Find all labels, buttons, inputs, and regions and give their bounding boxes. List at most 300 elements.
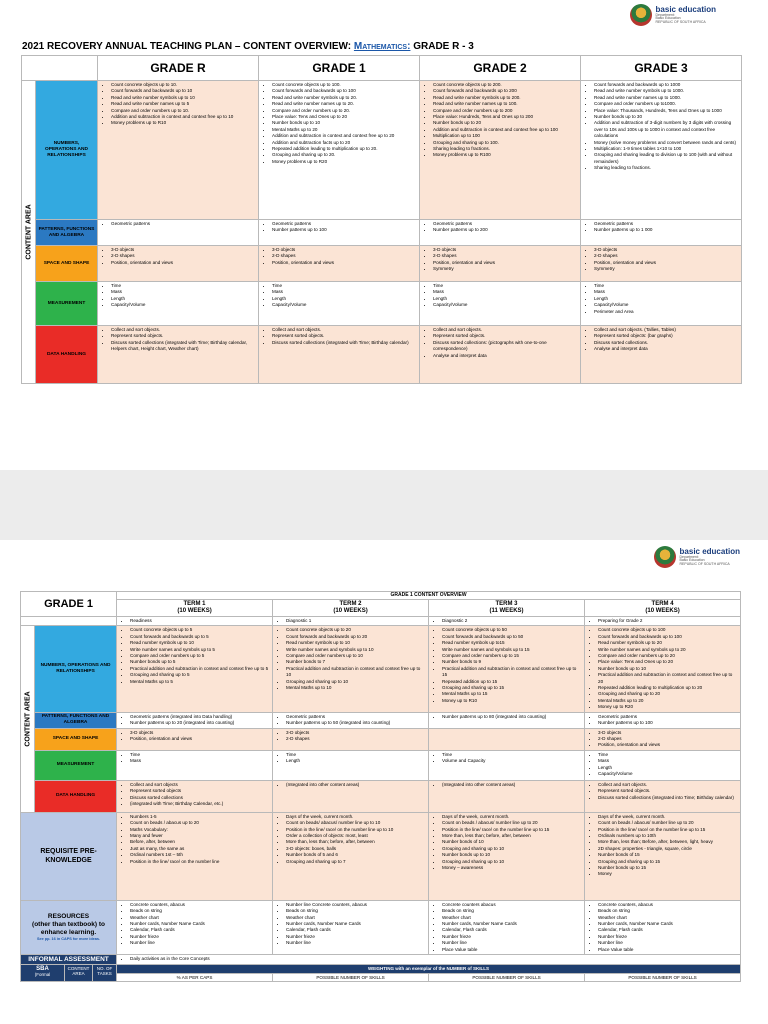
bullet-item: • Geometric patterns bbox=[111, 221, 256, 227]
sba-label: SBA (Formal bbox=[21, 964, 65, 981]
row-label: DATA HANDLING bbox=[35, 780, 117, 812]
bullet-item: • Number patterns up to 200 bbox=[433, 227, 578, 233]
bullet-item: • Perimeter and Area bbox=[594, 309, 739, 315]
bullet-item: • 2-D shapes bbox=[433, 253, 578, 259]
sba-skills: POSSIBLE NUMBER OF SKILLS bbox=[273, 973, 429, 981]
bullet-item: • Count on beads / abacus/ number line up to 20 bbox=[598, 820, 738, 826]
bullet-item: • Concrete counters abacus bbox=[442, 902, 582, 908]
bullet-item: • Days of the week, current month. bbox=[286, 814, 426, 820]
bullet-item: • Weather chart bbox=[598, 915, 738, 921]
intro-cell: • Diagnostic 1 bbox=[273, 617, 429, 626]
content-cell bbox=[259, 282, 420, 326]
bullet-item: • Length bbox=[433, 296, 578, 302]
grade-header: GRADE 1 bbox=[259, 56, 420, 81]
logo-name: basic education bbox=[655, 4, 716, 14]
bullet-item: • Represent sorted objects. bbox=[598, 788, 738, 794]
bullet-item: • Weather chart bbox=[130, 915, 270, 921]
bullet-item: • Beads on string bbox=[130, 908, 270, 914]
bullet-item: • Read and write number symbols up to 200. bbox=[433, 95, 578, 101]
grade-header: GRADE 3 bbox=[581, 56, 742, 81]
bullet-item: • 3-D objects bbox=[433, 247, 578, 253]
bullet-item: • Compare and order numbers up to 10. bbox=[111, 108, 256, 114]
bullet-item: • Represent sorted objects: (bar graphs) bbox=[594, 333, 739, 339]
bullet-item: • Addition and subtraction facts up to 20 bbox=[272, 140, 417, 146]
bullet-item: • Number bonds to 9 bbox=[442, 659, 582, 665]
informal-assessment-label: INFORMAL ASSESSMENT bbox=[21, 954, 117, 964]
bullet-item: • Read number symbols up to 20 bbox=[598, 640, 738, 646]
content-cell bbox=[273, 750, 429, 780]
requisite-cell bbox=[429, 812, 585, 900]
bullet-item: • Geometric patterns (integrated into Data handling) bbox=[130, 714, 270, 720]
bullet-item: • Place value: Hundreds, Tens and Ones up to 200 bbox=[433, 114, 578, 120]
bullet-item: • Number frieze bbox=[598, 934, 738, 940]
bullet-item: • Number bonds up to 10 bbox=[442, 852, 582, 858]
bullet-item: • Number bonds up to 10 bbox=[272, 120, 417, 126]
row-label: PATTERNS, FUNCTIONS AND ALGEBRA bbox=[35, 712, 117, 728]
bullet-item: • Addition and subtraction in context and context free up to 20 bbox=[272, 133, 417, 139]
grade-header: GRADE 2 bbox=[420, 56, 581, 81]
requisite-cell bbox=[273, 812, 429, 900]
bullet-item: • Count concrete objects up to 100 bbox=[598, 627, 738, 633]
bullet-item: • Repeated addition leading to multiplication up to 20 bbox=[598, 685, 738, 691]
content-cell bbox=[117, 626, 273, 712]
bullet-item: • Calendar, Flash cards bbox=[286, 927, 426, 933]
row-label: PATTERNS, FUNCTIONS AND ALGEBRA bbox=[36, 220, 98, 246]
bullet-item: • Geometric patterns bbox=[598, 714, 738, 720]
content-cell bbox=[259, 246, 420, 282]
content-cell bbox=[98, 326, 259, 384]
overview-title: GRADE 1 CONTENT OVERVIEW bbox=[117, 592, 741, 600]
row-label: SPACE AND SHAPE bbox=[36, 246, 98, 282]
bullet-item: • Repeated addition leading to multiplication up to 20. bbox=[272, 146, 417, 152]
bullet-item: • Number line bbox=[442, 940, 582, 946]
bullet-item: • Grouping and sharing up to 10 bbox=[442, 846, 582, 852]
bullet-item: • Write number names and symbols up to 10 bbox=[286, 647, 426, 653]
bullet-item: • Position, orientation and views bbox=[272, 260, 417, 266]
bullet-item: • More than, less than; before, after, between bbox=[442, 833, 582, 839]
bullet-item: • Count concrete objects up to 50 bbox=[442, 627, 582, 633]
bullet-item: • Count concrete objects up to 20 bbox=[286, 627, 426, 633]
bullet-item: • Represent sorted objects bbox=[130, 788, 270, 794]
logo-line1: Department: bbox=[679, 554, 699, 559]
content-cell bbox=[429, 728, 585, 750]
bullet-item: • Place value: Tens and Ones up to 20 bbox=[272, 114, 417, 120]
bullet-item: • Place Value table bbox=[442, 947, 582, 953]
page-two bbox=[0, 540, 768, 1024]
resources-label: RESOURCES (other than textbook) to enhance learning. See pp. 16 in CAPS for more ideas. bbox=[21, 900, 117, 954]
logo-line2: Basic Education bbox=[655, 16, 681, 21]
bullet-item: • Many and fewer bbox=[130, 833, 270, 839]
bullet-item: • Ordinal numbers 1st – 5th bbox=[130, 852, 270, 858]
content-area-label: CONTENT AREA bbox=[22, 81, 36, 384]
coat-of-arms-icon bbox=[630, 4, 652, 26]
content-cell bbox=[98, 282, 259, 326]
bullet-item: • Length bbox=[594, 296, 739, 302]
content-cell bbox=[429, 712, 585, 728]
bullet-item: • Money up to R20 bbox=[598, 704, 738, 710]
row-label: SPACE AND SHAPE bbox=[35, 728, 117, 750]
bullet-item: • (Integrated into other content areas) bbox=[442, 782, 582, 788]
bullet-item: • 3-D objects bbox=[111, 247, 256, 253]
content-cell bbox=[420, 220, 581, 246]
bullet-item: • (integrated with Time; Birthday Calendar, etc.) bbox=[130, 801, 270, 807]
bullet-item: • Count on beads / abacus up to 20 bbox=[130, 820, 270, 826]
bullet-item: • Place value: Tens and Ones up to 20 bbox=[598, 659, 738, 665]
content-cell bbox=[117, 728, 273, 750]
bullet-item: • Number line Concrete counters, abacus bbox=[286, 902, 426, 908]
intro-cell: • Readiness bbox=[117, 617, 273, 626]
bullet-item: • Grouping and sharing up to 10 bbox=[286, 679, 426, 685]
bullet-item: • Analyse and interpret data bbox=[594, 346, 739, 352]
bullet-item: • Discuss sorted collections bbox=[130, 795, 270, 801]
bullet-item: • Count forwards and backwards up to 200 bbox=[433, 88, 578, 94]
bullet-item: • Represent sorted objects. bbox=[433, 333, 578, 339]
bullet-item: • 3-D objects: boxes, balls bbox=[286, 846, 426, 852]
bullet-item: • 2-D shapes bbox=[286, 736, 426, 742]
bullet-item: • Number line bbox=[598, 940, 738, 946]
bullet-item: • Mental Maths up to 5 bbox=[130, 679, 270, 685]
bullet-item: • Number cards, Number Name Cards bbox=[130, 921, 270, 927]
row-label: NUMBERS, OPERATIONS AND RELATIONSHIPS bbox=[35, 626, 117, 712]
bullet-item: • 2-D shapes bbox=[598, 736, 738, 742]
bullet-item: • Time bbox=[598, 752, 738, 758]
bullet-item: • Capacity/Volume bbox=[594, 302, 739, 308]
bullet-item: • Multiplication: 1-9 times tables 1×10 to 100 bbox=[594, 146, 739, 152]
content-cell bbox=[117, 712, 273, 728]
bullet-item: • Read and write number names up to 1000. bbox=[594, 95, 739, 101]
bullet-item: • Grouping and sharing up to 20. bbox=[272, 152, 417, 158]
bullet-item: • Symmetry bbox=[433, 266, 578, 272]
content-cell bbox=[273, 780, 429, 812]
bullet-item: • Time bbox=[272, 283, 417, 289]
bullet-item: • Count forwards and backwards up to 1000 bbox=[594, 82, 739, 88]
bullet-item: • Beads on string bbox=[286, 908, 426, 914]
content-cell bbox=[581, 220, 742, 246]
row-label: NUMBERS, OPERATIONS AND RELATIONSHIPS bbox=[36, 81, 98, 220]
bullet-item: • Number line bbox=[130, 940, 270, 946]
page-one bbox=[0, 0, 768, 470]
bullet-item: • Days of the week, current month. bbox=[442, 814, 582, 820]
content-cell bbox=[429, 750, 585, 780]
bullet-item: • Count forwards and backwards up to 10 bbox=[111, 88, 256, 94]
bullet-item: • Grouping and sharing up to 7 bbox=[286, 859, 426, 865]
bullet-item: • Length bbox=[286, 758, 426, 764]
bullet-item: • Time bbox=[286, 752, 426, 758]
bullet-item: • 3-D objects bbox=[286, 730, 426, 736]
bullet-item: • Compare and order numbers up to 10 bbox=[286, 653, 426, 659]
content-area-label: CONTENT AREA bbox=[21, 626, 35, 812]
bullet-item: • Practical addition and subtraction in context and context free up to 5 bbox=[130, 666, 270, 672]
bullet-item: • 2-D shapes bbox=[111, 253, 256, 259]
bullet-item: • More than, less than; before, after, between bbox=[286, 839, 426, 845]
bullet-item: • Number patterns up to 80 (integrated into counting) bbox=[442, 714, 582, 720]
bullet-item: • Collect and sort objects. bbox=[433, 327, 578, 333]
resources-cell bbox=[117, 900, 273, 954]
term-header: TERM 3 (11 WEEKS) bbox=[429, 600, 585, 617]
bullet-item: • Money problems up to R10 bbox=[111, 120, 256, 126]
bullet-item: • Number bonds up to 5 bbox=[130, 659, 270, 665]
bullet-item: • Collect and sort objects. (Tallies, Tables) bbox=[594, 327, 739, 333]
bullet-item: • Number bonds of 15 bbox=[598, 852, 738, 858]
bullet-item: • Number frieze bbox=[130, 934, 270, 940]
title-prefix: 2021 RECOVERY ANNUAL TEACHING PLAN – CONTENT OVERVIEW: bbox=[22, 41, 354, 52]
bullet-item: • Time bbox=[594, 283, 739, 289]
bullet-item: • Volume and Capacity bbox=[442, 758, 582, 764]
bullet-item: • Mental Maths up to 10 bbox=[286, 685, 426, 691]
bullet-item: • Geometric patterns bbox=[594, 221, 739, 227]
bullet-item: • Represent sorted objects. bbox=[111, 333, 256, 339]
bullet-item: • Mass bbox=[433, 289, 578, 295]
row-label: MEASUREMENT bbox=[35, 750, 117, 780]
bullet-item: • Count forwards and backwards up to 20 bbox=[286, 634, 426, 640]
bullet-item: • Grouping and sharing up to 5 bbox=[130, 672, 270, 678]
bullet-item: • Number patterns up to 20 (integrated into counting) bbox=[130, 720, 270, 726]
content-cell bbox=[420, 246, 581, 282]
content-overview-table bbox=[21, 55, 742, 384]
content-cell bbox=[585, 750, 741, 780]
content-cell bbox=[420, 81, 581, 220]
bullet-item: • Beads on string bbox=[598, 908, 738, 914]
bullet-item: • Write number names and symbols up to 20 bbox=[598, 647, 738, 653]
bullet-item: • Read and write number names up to 100. bbox=[433, 101, 578, 107]
sba-tasks: NO. OF TASKS bbox=[93, 964, 117, 981]
bullet-item: • Addition and subtraction in context and context free up to 100 bbox=[433, 127, 578, 133]
bullet-item: • Grouping and sharing up to 15 bbox=[442, 685, 582, 691]
bullet-item: • Money problems up to R100 bbox=[433, 152, 578, 158]
bullet-item: • Count on beads/ abacus/ number line up to 10 bbox=[286, 820, 426, 826]
content-cell bbox=[259, 326, 420, 384]
content-cell bbox=[581, 326, 742, 384]
bullet-item: • Capacity/Volume bbox=[111, 302, 256, 308]
content-cell bbox=[420, 326, 581, 384]
bullet-item: • 3-D objects bbox=[272, 247, 417, 253]
bullet-item: • Number frieze bbox=[286, 934, 426, 940]
bullet-item: • Read and write number symbols up to 10 bbox=[111, 95, 256, 101]
content-cell bbox=[581, 246, 742, 282]
bullet-item: • Calendar, Flash cards bbox=[598, 927, 738, 933]
bullet-item: • Geometric patterns bbox=[433, 221, 578, 227]
content-cell bbox=[273, 712, 429, 728]
bullet-item: • Read and write number names up to 20. bbox=[272, 101, 417, 107]
bullet-item: • Count concrete objects up to 5 bbox=[130, 627, 270, 633]
bullet-item: • Calendar, Flash cards bbox=[442, 927, 582, 933]
informal-assessment-cell: • Daily activities as in the Core Concepts bbox=[117, 954, 741, 964]
bullet-item: • Grouping and sharing up to 15 bbox=[598, 859, 738, 865]
bullet-item: • Number cards, Number Name Cards bbox=[286, 921, 426, 927]
bullet-item: • Money bbox=[598, 871, 738, 877]
bullet-item: • Time bbox=[130, 752, 270, 758]
bullet-item: • Money problems up to R20 bbox=[272, 159, 417, 165]
bullet-item: • Write number names and symbols up to 5 bbox=[130, 647, 270, 653]
bullet-item: • Discuss sorted collections (integrated into Time; Birthday calendar) bbox=[598, 795, 738, 801]
bullet-item: • Place Value table bbox=[598, 947, 738, 953]
bullet-item: • Time bbox=[433, 283, 578, 289]
grade-header: GRADE R bbox=[98, 56, 259, 81]
term-header: TERM 2 (10 WEEKS) bbox=[273, 600, 429, 617]
bullet-item: • Grouping and sharing up to 100. bbox=[433, 140, 578, 146]
bullet-item: • Before, after, between bbox=[130, 839, 270, 845]
bullet-item: • Grouping and sharing up to 20 bbox=[598, 691, 738, 697]
bullet-item: • Read and write number symbols up to 1000. bbox=[594, 88, 739, 94]
bullet-item: • Position, orientation and views bbox=[594, 260, 739, 266]
bullet-item: • Count concrete objects up to 10. bbox=[111, 82, 256, 88]
bullet-item: • Number patterns up to 100 bbox=[272, 227, 417, 233]
content-cell bbox=[117, 750, 273, 780]
content-cell bbox=[429, 780, 585, 812]
bullet-item: • Length bbox=[111, 296, 256, 302]
bullet-item: • Multiplication up to 100 bbox=[433, 133, 578, 139]
bullet-item: • Numbers 1-5 bbox=[130, 814, 270, 820]
bullet-item: • Read and write number names up to 5 bbox=[111, 101, 256, 107]
content-cell bbox=[429, 626, 585, 712]
bullet-item: • Position in the line/ race/ on the number line up to 15 bbox=[442, 827, 582, 833]
bullet-item: • 2D shapes: properties - triangle, square, circle bbox=[598, 846, 738, 852]
bullet-item: • Length bbox=[598, 765, 738, 771]
content-cell bbox=[98, 81, 259, 220]
bullet-item: • Grouping and sharing leading to division up to 100 (with and without remainders) bbox=[594, 152, 739, 165]
content-cell bbox=[117, 780, 273, 812]
bullet-item: • Read number symbols up to 10 bbox=[130, 640, 270, 646]
bullet-item: • Position, orientation and views bbox=[433, 260, 578, 266]
bullet-item: • Number bonds up to 15 bbox=[598, 865, 738, 871]
bullet-item: • Analyse and interpret data bbox=[433, 353, 578, 359]
bullet-item: • Position, orientation and views bbox=[130, 736, 270, 742]
bullet-item: • Number line bbox=[286, 940, 426, 946]
bullet-item: • Number bonds up to 20 bbox=[433, 120, 578, 126]
bullet-item: • Place value: Thousands, Hundreds, Tens and Ones up to 1000 bbox=[594, 108, 739, 114]
bullet-item: • Repeated addition up to 15 bbox=[442, 679, 582, 685]
logo-line2: Basic Education bbox=[679, 558, 705, 563]
bullet-item: • Weather chart bbox=[286, 915, 426, 921]
content-cell bbox=[585, 780, 741, 812]
bullet-item: • Days of the week, current month. bbox=[598, 814, 738, 820]
bullet-item: • Discuss sorted collections (integrated with Time; Birthday calendar) bbox=[272, 340, 417, 346]
bullet-item: • Discuss sorted collections. bbox=[594, 340, 739, 346]
bullet-item: • Sharing leading to fractions. bbox=[594, 165, 739, 171]
bullet-item: • Count forwards and backwards up to 100 bbox=[272, 88, 417, 94]
resources-cell bbox=[429, 900, 585, 954]
bullet-item: • Read number symbols up to15 bbox=[442, 640, 582, 646]
bullet-item: • Calendar, Flash cards bbox=[130, 927, 270, 933]
term-header: TERM 4 (10 WEEKS) bbox=[585, 600, 741, 617]
bullet-item: • 3-D objects bbox=[130, 730, 270, 736]
bullet-item: • Addition and subtraction in context and context free up to 10 bbox=[111, 114, 256, 120]
bullet-item: • Practical addition and subtraction in context and context free up to 15 bbox=[442, 666, 582, 679]
bullet-item: • 2-D shapes bbox=[272, 253, 417, 259]
bullet-item: • Position, orientation and views bbox=[111, 260, 256, 266]
bullet-item: • Length bbox=[272, 296, 417, 302]
sba-skills: POSSIBLE NUMBER OF SKILLS bbox=[429, 973, 585, 981]
content-cell bbox=[581, 81, 742, 220]
content-cell bbox=[259, 220, 420, 246]
bullet-item: • Count on beads / abacus/ number line up to 20 bbox=[442, 820, 582, 826]
bullet-item: • Practical addition and subtraction in context and context free up to 20 bbox=[598, 672, 738, 685]
bullet-item: • Practical addition and subtraction in context and context free up to 10 bbox=[286, 666, 426, 679]
bullet-item: • (Integrated into other content areas) bbox=[286, 782, 426, 788]
bullet-item: • Number patterns up to 1 000 bbox=[594, 227, 739, 233]
requisite-label: REQUISITE PRE-KNOWLEDGE bbox=[21, 812, 117, 900]
bullet-item: • 2-D shapes bbox=[594, 253, 739, 259]
page-title bbox=[22, 41, 474, 52]
bullet-item: • Grouping and sharing up to 10 bbox=[442, 859, 582, 865]
bullet-item: • Collect and sort objects. bbox=[272, 327, 417, 333]
bullet-item: • Sharing leading to fractions. bbox=[433, 146, 578, 152]
bullet-item: • Money – awareness bbox=[442, 865, 582, 871]
sba-caps: % AS PER CAPS bbox=[117, 973, 273, 981]
term-header: TERM 1 (10 WEEKS) bbox=[117, 600, 273, 617]
page-gap bbox=[0, 470, 768, 540]
bullet-item: • Capacity/Volume bbox=[272, 302, 417, 308]
bullet-item: • Ordinals numbers up to 10th bbox=[598, 833, 738, 839]
bullet-item: • Geometric patterns bbox=[272, 221, 417, 227]
bullet-item: • Maths Vocabulary: bbox=[130, 827, 270, 833]
bullet-item: • Discuss sorted collections: (pictographs with one-to-one correspondence) bbox=[433, 340, 578, 353]
bullet-item: • Mass bbox=[111, 289, 256, 295]
logo-name: basic education bbox=[679, 546, 740, 556]
bullet-item: • Mass bbox=[272, 289, 417, 295]
intro-cell: • Preparing for Grade 2 bbox=[585, 617, 741, 626]
bullet-item: • Position, orientation and views bbox=[598, 742, 738, 748]
bullet-item: • 3-D objects bbox=[594, 247, 739, 253]
bullet-item: • Count forwards and backwards up to 5 bbox=[130, 634, 270, 640]
sba-content-area: CONTENT AREA bbox=[65, 964, 93, 981]
sba-skills: POSSIBLE NUMBER OF SKILLS bbox=[585, 973, 741, 981]
logo-line1: Department: bbox=[655, 12, 675, 17]
bullet-item: • 3-D objects bbox=[598, 730, 738, 736]
bullet-item: • Number patterns up to 100 bbox=[598, 720, 738, 726]
content-cell bbox=[259, 81, 420, 220]
bullet-item: • Time bbox=[111, 283, 256, 289]
bullet-item: • Addition and subtraction of 3-digit numbers by 3 digits with crossing over to 10s and 100s up to 1000 in context and context free calculations bbox=[594, 120, 739, 139]
bullet-item: • Read and write number symbols up to 20. bbox=[272, 95, 417, 101]
content-cell bbox=[585, 728, 741, 750]
bullet-item: • Collect and sort objects. bbox=[111, 327, 256, 333]
dbe-logo bbox=[630, 4, 716, 26]
bullet-item: • Represent sorted objects. bbox=[272, 333, 417, 339]
bullet-item: • Count forwards and backwards up to 50 bbox=[442, 634, 582, 640]
bullet-item: • Number cards, Number Name Cards bbox=[442, 921, 582, 927]
resources-cell bbox=[585, 900, 741, 954]
bullet-item: • Mental Maths up to 20 bbox=[598, 698, 738, 704]
bullet-item: • Time bbox=[442, 752, 582, 758]
bullet-item: • Read number symbols up to 10 bbox=[286, 640, 426, 646]
sba-weighting: WEIGHTING with an exemplar of the NUMBER of SKILLS bbox=[117, 964, 741, 973]
bullet-item: • Capacity/Volume bbox=[433, 302, 578, 308]
bullet-item: • Number bonds to 7 bbox=[286, 659, 426, 665]
requisite-cell bbox=[585, 812, 741, 900]
bullet-item: • Number cards, Number Name Cards bbox=[598, 921, 738, 927]
bullet-item: • Collect and sort objects. bbox=[598, 782, 738, 788]
bullet-item: • Money up to R10 bbox=[442, 698, 582, 704]
bullet-item: • Position in the line/ race/ on the number line up to 10 bbox=[286, 827, 426, 833]
bullet-item: • Number bonds of 5 and 6 bbox=[286, 852, 426, 858]
title-subject: Mathematics: bbox=[353, 41, 411, 52]
bullet-item: • Compare and order numbers up to1000. bbox=[594, 101, 739, 107]
grade-label: GRADE 1 bbox=[21, 592, 117, 617]
content-cell bbox=[98, 246, 259, 282]
bullet-item: • Number frieze bbox=[442, 934, 582, 940]
bullet-item: • Number bonds up to 30 bbox=[594, 114, 739, 120]
bullet-item: • Just as many, the same as bbox=[130, 846, 270, 852]
bullet-item: • Money (solve money problems and convert between rands and cents) bbox=[594, 140, 739, 146]
content-cell bbox=[581, 282, 742, 326]
bullet-item: • Write number names and symbols up to 15 bbox=[442, 647, 582, 653]
bullet-item: • Number patterns up to 50 (integrated into counting) bbox=[286, 720, 426, 726]
bullet-item: • Position in the line/ race/ on the number line bbox=[130, 859, 270, 865]
bullet-item: • Concrete counters, abacus bbox=[130, 902, 270, 908]
coat-of-arms-icon bbox=[654, 546, 676, 568]
content-cell bbox=[98, 220, 259, 246]
